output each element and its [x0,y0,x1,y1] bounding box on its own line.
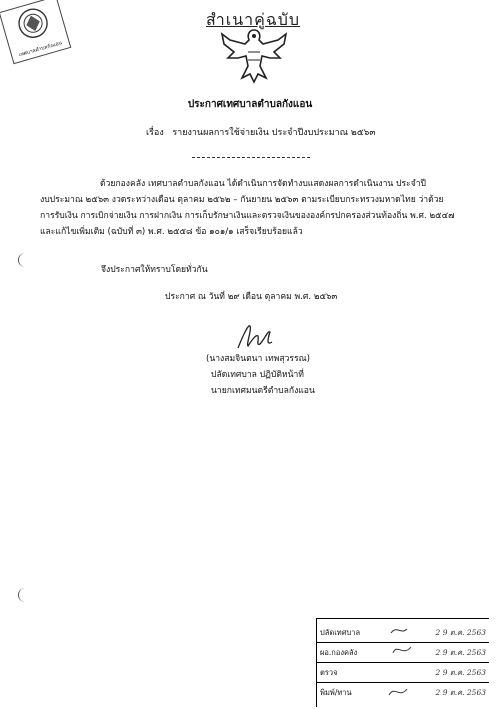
routing-label: พิมพ์/ทาน [320,687,352,697]
routing-date: 2 9 ต.ค. 2563 [435,647,486,657]
margin-mark [18,588,27,602]
body-line-2: งบประมาณ ๒๕๖๓ งวดระหว่างเดือน ตุลาคม ๒๕๖๒ – กันยายน ๒๕๖๓ ตามระเบียบกระทรวงมหาดไทย ว่าด้วย [40,195,444,205]
issue-date: ประกาศ ณ วันที่ ๒๙ เดือน ตุลาคม พ.ศ. ๒๕๖๓ [165,292,338,302]
subject-label: เรื่อง [146,128,164,138]
garuda-emblem-icon [218,26,290,86]
body-line-1: ด้วยกองคลัง เทศบาลตำบลกังแอน ได้ดำเนินการจัดทำงบแสดงผลการดำเนินงาน ประจำปี [100,179,427,189]
page-title: ประกาศเทศบาลตำบลกังแอน [187,99,313,110]
logo-caption: เทศบาลตำบลกังแอน [18,40,63,59]
routing-label: ปลัดเทศบาล [320,627,361,637]
signer-name: (นางสมจินตนา เทพสุวรรณ) [206,354,310,364]
routing-date: 2 9 ต.ค. 2563 [435,667,486,677]
signer-position-1: ปลัดเทศบาล ปฏิบัติหน้าที่ [211,370,304,380]
routing-label: ตรวจ [320,667,338,677]
separator [192,157,310,158]
municipal-logo [0,0,71,64]
initials-scribble [387,621,487,705]
copy-stamp: สำเนาคู่ฉบับ [206,10,301,29]
body-paragraph [0,176,500,240]
announcement: จึงประกาศให้ทราบโดยทั่วกัน [101,265,208,275]
body-line-4: และแก้ไขเพิ่มเติม (ฉบับที่ ๓) พ.ศ. ๒๕๕๘ ข้อ ๑๐๑/๑ เสร็จเรียบร้อยแล้ว [40,227,303,237]
margin-mark [18,253,27,267]
signer-position-2: นายกเทศมนตรีตำบลกังแอน [211,386,315,396]
routing-date: 2 9 ต.ค. 2563 [435,627,486,637]
signer-block [206,351,315,399]
routing-label: ผอ.กองคลัง [320,647,358,657]
body-line-3: การรับเงิน การเบิกจ่ายเงิน การฝากเงิน การเก็บรักษาเงินและตรวจเงินขององค์กรปกครองส่วนท้องถิ่น พ.ศ. ๒๕๔๗ [40,211,455,221]
routing-date: 2 9 ต.ค. 2563 [435,687,486,697]
subject-line [146,125,376,139]
routing-stamp [316,618,489,707]
subject-text: รายงานผลการใช้จ่ายเงิน ประจำปีงบประมาณ ๒๕๖๓ [172,128,376,138]
